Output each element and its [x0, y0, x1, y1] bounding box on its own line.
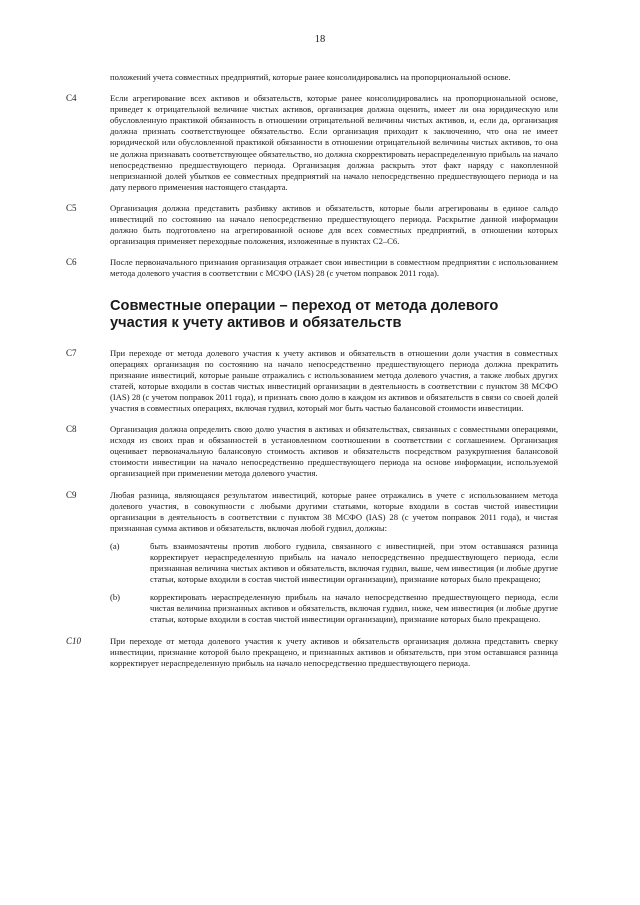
paragraph-text: Организация должна определить свою долю участия в активах и обязательствах, связанных с совместными операциями, исходя из своих прав и обязанностей в установленном соотношении в соответствии с соглашением. Организация оценивает первоначальную балансовую стоимость активов и обязательств посредством разукрупнения балансовой стоимости инвестиции на начало непосредственно предшествующего периода на основе информации, используемой организацией при применении метода долевого участия. [110, 424, 558, 479]
paragraph-c8 [66, 424, 558, 479]
paragraph-c9 [66, 490, 558, 626]
paragraph-text: Если агрегирование всех активов и обязательств, которые ранее консолидировались на пропорциональной основе, приведет к отрицательной величине чистых активов, организация должна оценить, имеет ли она юридическую или обусловленную практикой обязанность в отношении отрицательной величины чистых активов, и, если да, организация должна признать соответствующее обязательство. Если организация приходит к заключению, что она не имеет юридической или обусловленной практикой обязанности в отношении отрицательной величины чистых активов, то она не должна признавать соответствующее обязательство, но должна скорректировать нераспределенную прибыль на начало непосредственно предшествующего периода. Организация должна раскрыть этот факт наряду с накопленной непризнанной долей убытков ее совместных предприятий на начало непосредственно предшествующего периода и на дату первого применения настоящего стандарта. [110, 93, 558, 192]
paragraph-number: C9 [66, 489, 77, 500]
paragraph-c5 [66, 203, 558, 247]
paragraph-number: C10 [66, 635, 82, 646]
paragraph-text: При переходе от метода долевого участия к учету активов и обязательств организация должна представить сверку инвестиции, признание которой было прекращено, и признанных активов и обязательств, при этом оставшаяся разница корректирует нераспределенную прибыль на начало непосредственно предшествующего периода. [110, 635, 558, 668]
subitem-a [110, 541, 558, 585]
paragraph-text: Организация должна представить разбивку активов и обязательств, которые были агрегированы в единое сальдо инвестиций по состоянию на начало непосредственно предшествующего периода. Раскрытие данной информации должно быть подготовлено на агрегированной основе для всех совместных предприятий, в отношении которых организация применяет переходные положения, изложенные в пунктах С2–С6. [110, 202, 558, 247]
continuation-text: положений учета совместных предприятий, которые ранее консолидировались на пропорциональной основе. [110, 72, 511, 82]
page-number: 18 [314, 34, 326, 45]
paragraph-c10 [66, 636, 558, 669]
paragraph-number: C5 [66, 202, 77, 213]
section-heading: Совместные операции – переход от метода долевого участия к учету активов и обязательств [110, 297, 499, 331]
paragraph-text: После первоначального признания организация отражает свои инвестиции в совместном предприятии с использованием метода долевого участия в соответствии с МСФО (IAS) 28 (с учетом поправок 2011 года). [110, 257, 558, 279]
paragraph-number: C6 [66, 257, 77, 268]
paragraph-c4 [66, 93, 558, 193]
paragraph-number: C8 [66, 424, 77, 435]
paragraph-text: Любая разница, являющаяся результатом инвестиций, которые ранее отражались в учете с использованием метода долевого участия, в совокупности с любыми другими статьями, которые входили в состав чистой инвестиции организации в деятельность в соответствии с пунктом 38 МСФО (IAS) 28 (с учетом поправок 2011 года), и чистая признанная сумма активов и обязательств, включая любой гудвил, должны: [110, 489, 558, 533]
subitem-label: (b) [110, 592, 121, 603]
subitem-b [110, 592, 558, 625]
paragraph-number: C4 [66, 93, 77, 104]
document-body [66, 72, 558, 679]
subitem-label: (a) [110, 540, 120, 551]
paragraph-c6 [66, 257, 558, 279]
subitem-text: корректировать нераспределенную прибыль на начало непосредственно предшествующего периода, если чистая величина признанных активов и обязательств, включая гудвил, ниже, чем инвестиция (и любые другие статьи, которые входили в состав чистой инвестиции организации), признание которых было прекращено. [150, 592, 558, 625]
subitem-text: быть взаимозачтены против любого гудвила, связанного с инвестицией, при этом оставшаяся разница корректирует нераспределенную прибыль на начало непосредственно предшествующего периода, если признанная величина чистых активов и обязательств, включая гудвил, выше, чем инвестиция (и любые другие статьи, которые входили в состав чистой инвестиции организации), признание которых было прекращено; [150, 540, 558, 585]
paragraph-text: При переходе от метода долевого участия к учету активов и обязательств в отношении доли участия в совместных операциях организация по состоянию на начало непосредственно предшествующего периода должна прекратить признание инвестиций, которые раньше отражались с использованием метода долевого участия, а также любых других статей, которые входили в состав чистых инвестиций организации в деятельность в соответствии с пунктом 38 МСФО (IAS) 28 (с учетом поправок 2011 года), и признать свою долю в каждом из активов и обязательств в связи со своей долей участия в совместных операциях, включая гудвил, который мог быть частью балансовой стоимости инвестиции. [110, 347, 558, 413]
paragraph-c7 [66, 348, 558, 415]
paragraph-number: C7 [66, 347, 77, 358]
